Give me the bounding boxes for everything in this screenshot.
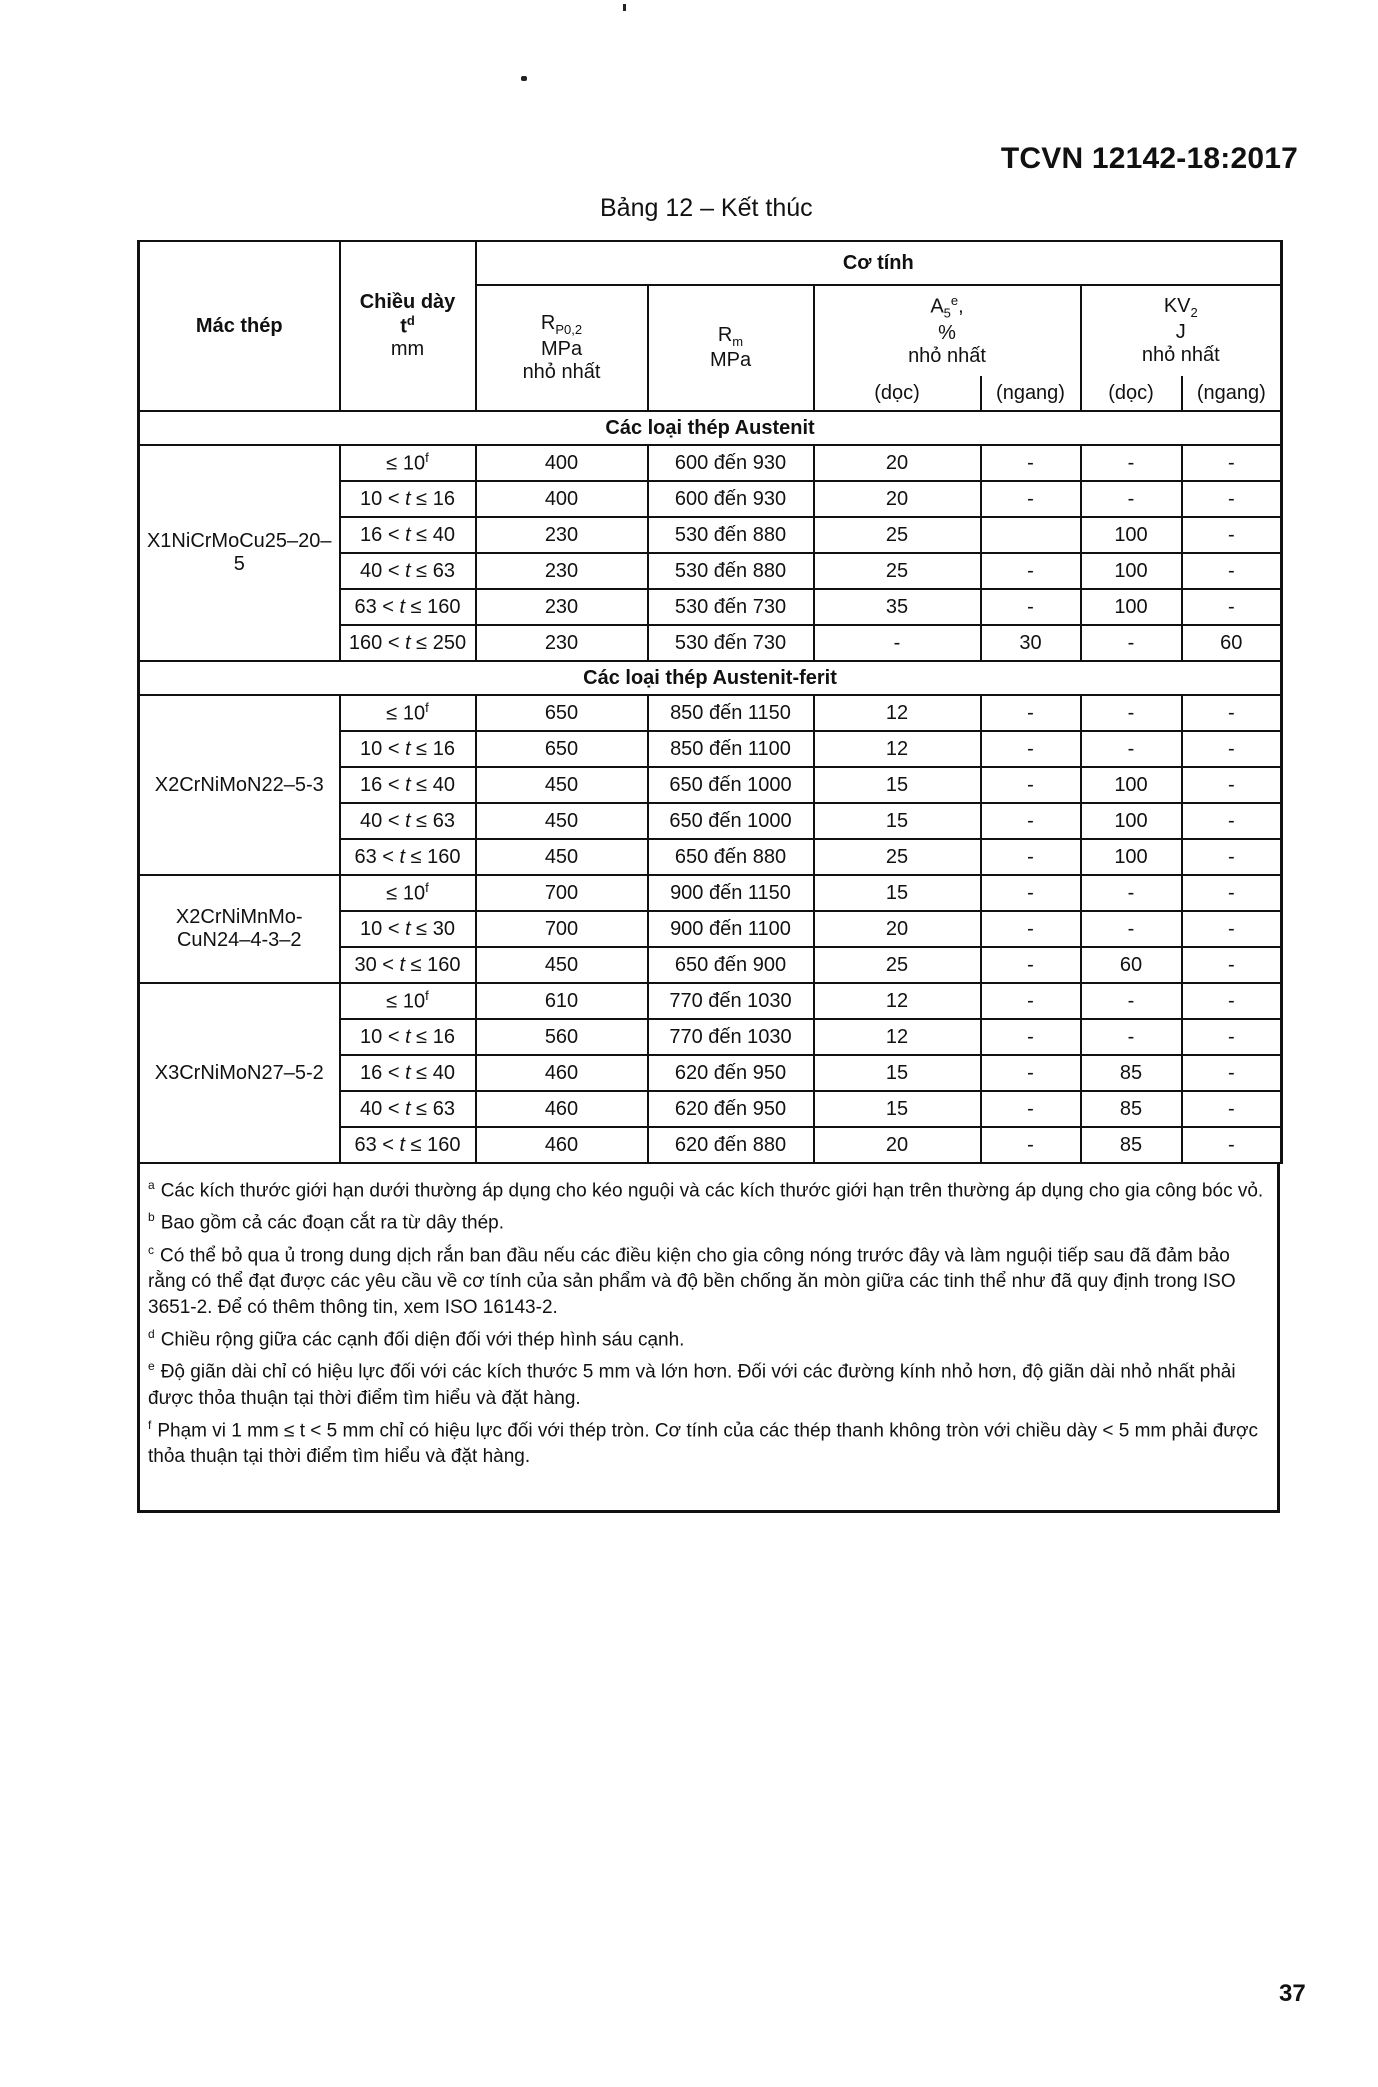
a5-transverse-cell: - [981,1055,1081,1091]
rm-cell: 530 đến 730 [648,589,814,625]
footnote-text: Bao gồm cả các đoạn cắt ra từ dây thép. [160,1212,504,1234]
kv2-longitudinal-cell: 85 [1081,1127,1182,1163]
table-title: Bảng 12 – Kết thúc [600,194,813,222]
a5-transverse-cell: - [981,1019,1081,1055]
a5-longitudinal-cell: 20 [814,481,981,517]
scan-speck [521,76,527,81]
a5-longitudinal-cell: 20 [814,445,981,481]
kv2-transverse-cell: - [1182,731,1282,767]
table-row [139,983,1282,1019]
a5-longitudinal-cell: 20 [814,911,981,947]
kv2-longitudinal-cell: 100 [1081,517,1182,553]
kv2-transverse-cell: - [1182,1019,1282,1055]
a5-transverse-cell: - [981,911,1081,947]
footnote-mark: d [148,1326,155,1341]
thickness-cell: 10 < t ≤ 30 [340,911,476,947]
kv2-transverse-cell: - [1182,1127,1282,1163]
footnote [148,1172,1269,1204]
thickness-cell: ≤ $10^f$ [340,875,476,911]
kv2-transverse-cell: - [1182,1055,1282,1091]
a5-transverse-cell: 30 [981,625,1081,661]
rp02-cell: 450 [476,839,648,875]
kv2-longitudinal-cell: 100 [1081,589,1182,625]
a5-transverse-cell: - [981,1091,1081,1127]
a5-transverse-cell [981,517,1081,553]
kv2-longitudinal-cell: 100 [1081,803,1182,839]
footnote [148,1204,1269,1236]
a5-longitudinal-cell: 15 [814,767,981,803]
table-row [139,695,1282,731]
a5-longitudinal-cell: 12 [814,983,981,1019]
footnotes [137,1164,1280,1513]
header-kv2-transverse: (ngang) [1182,376,1282,411]
kv2-longitudinal-cell: - [1081,445,1182,481]
section-row [139,661,1282,695]
kv2-longitudinal-cell: - [1081,1019,1182,1055]
thickness-cell: 30 < t ≤ 160 [340,947,476,983]
a5-longitudinal-cell: 35 [814,589,981,625]
a5-longitudinal-cell: 15 [814,1055,981,1091]
rm-cell: 900 đến 1100 [648,911,814,947]
steel-properties-table [137,240,1283,1164]
a5-transverse-cell: - [981,803,1081,839]
kv2-transverse-cell: - [1182,875,1282,911]
scan-speck [623,4,626,11]
table-row [139,445,1282,481]
rp02-cell: 230 [476,589,648,625]
footnote-text: Các kích thước giới hạn dưới thường áp dụng cho kéo nguội và các kích thước giới hạn trên thường áp dụng cho gia công bóc vỏ. [160,1180,1264,1202]
rp02-cell: 230 [476,625,648,661]
a5-transverse-cell: - [981,983,1081,1019]
kv2-longitudinal-cell: - [1081,731,1182,767]
rp02-cell: 560 [476,1019,648,1055]
kv2-longitudinal-cell: 85 [1081,1055,1182,1091]
kv2-transverse-cell: - [1182,553,1282,589]
header-grade: Mác thép [139,241,340,411]
rm-cell: 530 đến 730 [648,625,814,661]
rp02-cell: 700 [476,875,648,911]
rp02-cell: 460 [476,1127,648,1163]
rm-cell: 900 đến 1150 [648,875,814,911]
kv2-longitudinal-cell: - [1081,983,1182,1019]
a5-longitudinal-cell: 25 [814,553,981,589]
thickness-cell: 10 < t ≤ 16 [340,731,476,767]
thickness-cell: 40 < t ≤ 63 [340,553,476,589]
rp02-cell: 450 [476,767,648,803]
rp02-cell: 610 [476,983,648,1019]
rm-cell: 600 đến 930 [648,481,814,517]
rp02-cell: 700 [476,911,648,947]
rp02-cell: 230 [476,517,648,553]
a5-longitudinal-cell: 12 [814,1019,981,1055]
rm-cell: 770 đến 1030 [648,983,814,1019]
kv2-transverse-cell: - [1182,839,1282,875]
footnote-text: Phạm vi 1 mm ≤ t < 5 mm chỉ có hiệu lực đối với thép tròn. Cơ tính của các thép thanh không tròn với chiều dày < 5 mm phải được thỏa thuận tại thời điểm tìm hiểu và đặt hàng. [148,1419,1258,1467]
a5-transverse-cell: - [981,839,1081,875]
thickness-cell: 10 < t ≤ 16 [340,481,476,517]
rp02-cell: 400 [476,481,648,517]
footnote [148,1412,1269,1470]
kv2-longitudinal-cell: - [1081,911,1182,947]
a5-longitudinal-cell: 15 [814,1091,981,1127]
footnote-mark: b [148,1210,155,1225]
a5-transverse-cell: - [981,553,1081,589]
kv2-transverse-cell: - [1182,803,1282,839]
a5-longitudinal-cell: 15 [814,803,981,839]
rp02-cell: 650 [476,731,648,767]
thickness-cell: ≤ $10^f$ [340,983,476,1019]
rm-cell: 650 đến 1000 [648,803,814,839]
thickness-cell: 16 < t ≤ 40 [340,1055,476,1091]
thickness-cell: ≤ $10^f$ [340,445,476,481]
a5-transverse-cell: - [981,875,1081,911]
rp02-cell: 650 [476,695,648,731]
footnote-mark: c [148,1242,154,1257]
thickness-cell: 40 < t ≤ 63 [340,803,476,839]
header-kv2: $KV_2$ J nhỏ nhất [1081,285,1282,376]
rm-cell: 850 đến 1150 [648,695,814,731]
rp02-cell: 450 [476,803,648,839]
a5-longitudinal-cell: 25 [814,839,981,875]
rm-cell: 650 đến 1000 [648,767,814,803]
kv2-transverse-cell: - [1182,445,1282,481]
kv2-longitudinal-cell: 100 [1081,839,1182,875]
rp02-cell: 400 [476,445,648,481]
footnote-mark: f [148,1417,152,1432]
kv2-longitudinal-cell: - [1081,625,1182,661]
a5-transverse-cell: - [981,695,1081,731]
kv2-longitudinal-cell: 85 [1081,1091,1182,1127]
rm-cell: 850 đến 1100 [648,731,814,767]
a5-longitudinal-cell: - [814,625,981,661]
kv2-longitudinal-cell: - [1081,481,1182,517]
header-rm: $R_m$ MPa [648,285,814,411]
table-row [139,875,1282,911]
section-title: Các loại thép Austenit [139,411,1282,445]
steel-grade-cell: X2CrNiMoN22–5-3 [139,695,340,875]
rp02-cell: 460 [476,1055,648,1091]
kv2-transverse-cell: - [1182,1091,1282,1127]
rm-cell: 530 đến 880 [648,517,814,553]
page-number: 37 [1279,1980,1306,2007]
a5-transverse-cell: - [981,481,1081,517]
a5-transverse-cell: - [981,1127,1081,1163]
kv2-longitudinal-cell: - [1081,875,1182,911]
rm-cell: 620 đến 950 [648,1055,814,1091]
footnote-text: Độ giãn dài chỉ có hiệu lực đối với các kích thước 5 mm và lớn hơn. Đối với các đường kính nhỏ hơn, độ giãn dài nhỏ nhất phải được thỏa thuận tại thời điểm tìm hiểu và đặt hàng. [148,1361,1236,1409]
header-kv2-longitudinal: (dọc) [1081,376,1182,411]
kv2-transverse-cell: - [1182,947,1282,983]
rp02-cell: 450 [476,947,648,983]
thickness-cell: ≤ $10^f$ [340,695,476,731]
thickness-cell: 10 < t ≤ 16 [340,1019,476,1055]
a5-longitudinal-cell: 20 [814,1127,981,1163]
a5-transverse-cell: - [981,589,1081,625]
thickness-cell: 160 < t ≤ 250 [340,625,476,661]
thickness-cell: 16 < t ≤ 40 [340,517,476,553]
a5-transverse-cell: - [981,731,1081,767]
header-a5: $A_5^e$, % nhỏ nhất [814,285,1081,376]
kv2-transverse-cell: - [1182,767,1282,803]
rp02-cell: 460 [476,1091,648,1127]
kv2-transverse-cell: - [1182,481,1282,517]
a5-longitudinal-cell: 25 [814,517,981,553]
a5-longitudinal-cell: 12 [814,695,981,731]
steel-properties-table-container [137,240,1280,1513]
rm-cell: 600 đến 930 [648,445,814,481]
kv2-longitudinal-cell: - [1081,695,1182,731]
rm-cell: 620 đến 950 [648,1091,814,1127]
header-rp02: $R_{P0,2}$ MPa nhỏ nhất [476,285,648,411]
thickness-cell: 63 < t ≤ 160 [340,839,476,875]
a5-transverse-cell: - [981,947,1081,983]
kv2-transverse-cell: - [1182,983,1282,1019]
thickness-cell: 63 < t ≤ 160 [340,589,476,625]
document-id: TCVN 12142-18:2017 [1000,142,1298,175]
footnote-text: Có thể bỏ qua ủ trong dung dịch rắn ban đầu nếu các điều kiện cho gia công nóng trước đây và làm nguội tiếp sau đã đảm bảo rằng có thể đạt được các yêu cầu về cơ tính của sản phẩm và độ bền chống ăn mòn giữa các tinh thể như đã quy định trong ISO 3651-2. Để có thêm thông tin, xem ISO 16143-2. [148,1244,1236,1318]
footnote-text: Chiều rộng giữa các cạnh đối diện đối với thép hình sáu cạnh. [160,1329,685,1351]
kv2-longitudinal-cell: 60 [1081,947,1182,983]
kv2-transverse-cell: - [1182,589,1282,625]
kv2-transverse-cell: 60 [1182,625,1282,661]
rm-cell: 770 đến 1030 [648,1019,814,1055]
header-thickness: Chiều dày $t^d$ mm [340,241,476,411]
footnote [148,1237,1269,1321]
kv2-transverse-cell: - [1182,517,1282,553]
section-title: Các loại thép Austenit-ferit [139,661,1282,695]
thickness-cell: 63 < t ≤ 160 [340,1127,476,1163]
kv2-longitudinal-cell: 100 [1081,553,1182,589]
rm-cell: 650 đến 900 [648,947,814,983]
rm-cell: 530 đến 880 [648,553,814,589]
footnote [148,1321,1269,1353]
rm-cell: 620 đến 880 [648,1127,814,1163]
footnote [148,1353,1269,1411]
thickness-cell: 16 < t ≤ 40 [340,767,476,803]
steel-grade-cell: X1NiCrMoCu25–20–5 [139,445,340,661]
kv2-longitudinal-cell: 100 [1081,767,1182,803]
a5-transverse-cell: - [981,445,1081,481]
kv2-transverse-cell: - [1182,695,1282,731]
rp02-cell: 230 [476,553,648,589]
a5-longitudinal-cell: 12 [814,731,981,767]
rm-cell: 650 đến 880 [648,839,814,875]
header-a5-longitudinal: (dọc) [814,376,981,411]
header-mechanical-properties: Cơ tính [476,241,1282,285]
header-a5-transverse: (ngang) [981,376,1081,411]
kv2-transverse-cell: - [1182,911,1282,947]
a5-transverse-cell: - [981,767,1081,803]
footnote-mark: e [148,1359,155,1374]
footnote-mark: a [148,1178,155,1192]
a5-longitudinal-cell: 15 [814,875,981,911]
thickness-cell: 40 < t ≤ 63 [340,1091,476,1127]
a5-longitudinal-cell: 25 [814,947,981,983]
steel-grade-cell: X2CrNiMnMo-CuN24–4-3–2 [139,875,340,983]
section-row [139,411,1282,445]
steel-grade-cell: X3CrNiMoN27–5-2 [139,983,340,1163]
